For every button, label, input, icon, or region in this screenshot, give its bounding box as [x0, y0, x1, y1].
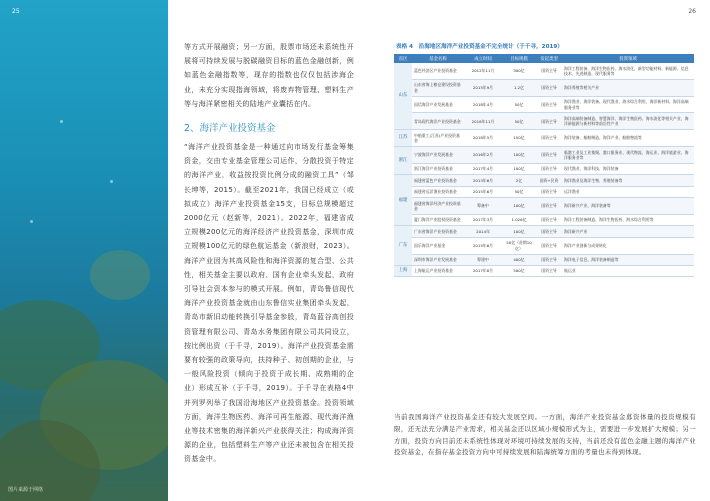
type-cell: 国资主导 — [536, 147, 562, 164]
page-number-left: 25 — [12, 8, 20, 15]
name-cell: 山东省海上粮仓建设投资基金 — [412, 79, 464, 96]
name-cell: 福建省海洋经济产业投资基金 — [412, 198, 464, 215]
header-cell: 发起类型 — [536, 54, 562, 63]
header-cell: 省区 — [394, 54, 412, 63]
type-cell: 国资主导 — [536, 63, 562, 79]
table-body — [394, 63, 694, 277]
province-cell: 广东 — [394, 226, 412, 266]
header-cell: 目标规模 — [502, 54, 536, 63]
type-cell: 国资主导 — [536, 96, 562, 113]
type-cell: 国资主导 — [536, 254, 562, 265]
header-cell: 基金名称 — [412, 54, 464, 63]
field-cell: 海洋工程装备制造、海洋生物医药、海水综合利用等 — [562, 214, 694, 225]
date-cell: 筹建中 — [464, 254, 502, 265]
date-cell: 2018年11月 — [464, 113, 502, 130]
field-cell: 海洋装备、船舶制造、海洋产业、船舶物流等 — [562, 130, 694, 147]
table-row — [394, 96, 694, 113]
name-cell: 广东省海洋产业投资基金 — [412, 226, 464, 237]
name-cell: 浙江海洋产业投资基金 — [412, 163, 464, 174]
name-cell: 蓝色经济区产业投资基金 — [412, 63, 464, 79]
fund-table — [394, 54, 694, 277]
date-cell: 2016年2月 — [464, 147, 502, 164]
table-row — [394, 130, 694, 147]
table-row — [394, 265, 694, 276]
field-cell: 现代渔业、海洋科技、海洋装备 — [562, 163, 694, 174]
size-cell: 2亿 — [502, 175, 536, 186]
size-cell: 50亿（首期10亿） — [502, 237, 536, 254]
underwater-photo — [0, 0, 168, 501]
province-cell: 浙江 — [394, 147, 412, 175]
type-cell: 国资+民资 — [536, 175, 562, 186]
bubble-shape — [30, 220, 33, 223]
name-cell: 宁波海洋产业发展基金 — [412, 147, 464, 164]
type-cell: 国资主导 — [536, 186, 562, 197]
section-heading: 2、海洋产业投资基金 — [184, 123, 276, 135]
type-cell: 国资主导 — [536, 265, 562, 276]
size-cell: 100亿 — [502, 198, 536, 215]
field-cell: 海洋高端装备制造、智慧海洋、海洋生物医药、海水淡化等相关产业，海洋新能源与新材料等前沿性产业 — [562, 113, 694, 130]
table-row — [394, 237, 694, 254]
paragraph-conclusion: 当前我国海洋产业投资基金还有较大发展空间。一方面，海洋产业投资基金募资体量的投资规模有限，还无法充分满足产业需求，相关基金还以区域小规模形式为主，需要进一步发展扩大规模；另一方面，投资方向目前还未系统性体现对环境可持续发展的支持，当前还没有蓝色金融主题的海洋产业投资基金，在指存基金投资方向中可持续发展和陆海统筹方面的考量也未得到体现。 — [394, 413, 696, 457]
field-cell: 海洋渔业、海洋装备、现代渔业、海水综合利用、海洋新材料、海洋高端服务业等 — [562, 96, 694, 113]
type-cell: 国资主导 — [536, 113, 562, 130]
date-cell: 2018年4月 — [464, 96, 502, 113]
name-cell: 厦门海洋产业股权投资基金 — [412, 214, 464, 225]
name-cell: 青岛现代海洋产业投资基金 — [412, 113, 464, 130]
field-cell: 海洋工程装备、海洋生物医药、海水淡化、新型功能材料、新能源、信息技术、先进制造、现代服务等 — [562, 63, 694, 79]
paragraph-investment-fund: “海洋产业投资基金是一种通过向市场发行基金筹集资金，交由专业基金管理公司运作，分散投资于特定的海洋产业，收益按投资比例分成的融资工具”（邹长坤等，2015）。截至2021年，我国已经成立（或拟成立）海洋产业投资基金15支，目标总规模超过2000亿元（赵新等，2021）。2022年，福建省成立规模200亿元的海洋经济产业投资基金，深圳市成立规模100亿元的绿色航运基金（新浪财，2023）。海洋产业因为其高风险性和海洋资源的复合型、公共性，相关基金主要以政府、国有企业牵头发起，政府引导社会资本参与的模式开展。例如，青岛鲁信现代海洋产业投资基金就由山东鲁信实业集团牵头发起，青岛市新旧动能转换引导基金参股，青岛蓝谷高创投资管理有限公司、青岛水务集团有限公司共同设立，按比例出资（于千寻，2019）。海洋产业投资基金需要有较强的政策导向，扶持种子、初创期的企业，与一般风险投资（倾向于投资于成长期、成熟期的企业）形成互补（于千寻，2019）。于千寻在表格4中并列罗列举了我国沿海地区产业投资基金。投资领域方面，海洋生物医药、海洋可再生能源、现代海洋渔业等技术密集的海洋新兴产业获得关注；构成海洋资源的企业，包括塑料生产等产业还未被包含在相关投资基金中。 — [184, 143, 354, 464]
province-cell: 山东 — [394, 63, 412, 130]
date-cell: 2014年 — [464, 226, 502, 237]
table-row — [394, 254, 694, 265]
type-cell: 国资主导 — [536, 130, 562, 147]
left-page-body — [184, 40, 354, 467]
table-row — [394, 63, 694, 79]
size-cell: 300亿 — [502, 63, 536, 79]
type-cell: 国资主导 — [536, 163, 562, 174]
type-cell: 国资主导 — [536, 237, 562, 254]
table-row — [394, 198, 694, 215]
name-cell: 中船重工(江苏)产业投资基金 — [412, 130, 464, 147]
table-row — [394, 113, 694, 130]
date-cell: 2017年4月 — [464, 163, 502, 174]
field-cell: 海洋电子信息、海洋装备制造等 — [562, 254, 694, 265]
size-cell: 400亿 — [502, 254, 536, 265]
table-title: 表格 4 沿海地区海洋产业投资基金不完全统计（于千寻，2019） — [396, 44, 563, 50]
table-row — [394, 186, 694, 197]
table-row — [394, 226, 694, 237]
province-cell: 上海 — [394, 265, 412, 276]
type-cell: 国资主导 — [536, 198, 562, 215]
size-cell: 1.2亿 — [502, 79, 536, 96]
table-row — [394, 147, 694, 164]
date-cell: 2017年8月 — [464, 265, 502, 276]
date-cell: 2012年11月 — [464, 63, 502, 79]
size-cell: 150亿 — [502, 130, 536, 147]
paragraph-stock-market: 等方式开展融资；另一方面，股票市场还未系统性开展将可持续发展与脱碳融资目标的蓝色金融创新，例如蓝色金融指数等，现存的指数也仅仅包括涉海企业，未充分实现指海领域，将废弃物管理、塑料生产等与海洋紧密相关的陆地产业囊括在内。 — [184, 43, 354, 108]
field-cell: 海洋渔业及海洋生物、养殖装备等 — [562, 175, 694, 186]
field-cell: 航运业 — [562, 265, 694, 276]
field-cell: 海洋新兴产业、海洋装备等 — [562, 198, 694, 215]
type-cell: 国资主导 — [536, 226, 562, 237]
date-cell: 2018年5月 — [464, 130, 502, 147]
size-cell: 100亿 — [502, 163, 536, 174]
name-cell: 福建省蓝色产业投资基金 — [412, 175, 464, 186]
table-row — [394, 214, 694, 225]
size-cell: 100亿 — [502, 226, 536, 237]
page-number-right: 26 — [688, 8, 696, 15]
table-header-row — [394, 54, 694, 63]
name-cell: 国信海洋产业发展基金 — [412, 96, 464, 113]
bubble-shape — [60, 120, 63, 123]
field-cell: 临港工业及工业集聚、港口服务业、现代物流、海运业、海洋旅游业、海洋服务业等 — [562, 147, 694, 164]
table-row — [394, 79, 694, 96]
table-row — [394, 175, 694, 186]
size-cell: 50亿 — [502, 96, 536, 113]
size-cell: 500亿 — [502, 265, 536, 276]
header-cell: 成立时间 — [464, 54, 502, 63]
size-cell: 50亿 — [502, 113, 536, 130]
field-cell: 海洋新兴产业 — [562, 226, 694, 237]
name-cell: 上海航运产业投资基金 — [412, 265, 464, 276]
bubble-shape — [110, 180, 113, 183]
size-cell: 100亿 — [502, 147, 536, 164]
type-cell: 国资主导 — [536, 214, 562, 225]
right-page-body — [394, 412, 696, 459]
name-cell: 国乐海洋产业基金 — [412, 237, 464, 254]
province-cell: 江苏 — [394, 130, 412, 147]
date-cell: 2017年3月 — [464, 214, 502, 225]
name-cell: 福建省远洋渔业投资基金 — [412, 186, 464, 197]
field-cell: 海洋养殖等相关产业 — [562, 79, 694, 96]
coral-shape — [90, 250, 150, 300]
date-cell: 2013年6月 — [464, 175, 502, 186]
header-cell: 投资领域 — [562, 54, 694, 63]
date-cell: 2015年6月 — [464, 237, 502, 254]
size-cell: 1.026亿 — [502, 214, 536, 225]
name-cell: 深圳市海洋产业发展基金 — [412, 254, 464, 265]
field-cell: 海洋产业创新与成果转化 — [562, 237, 694, 254]
type-cell: 国资主导 — [536, 79, 562, 96]
photo-caption: 图片来源于网络 — [8, 487, 44, 493]
field-cell: 远洋渔业 — [562, 186, 694, 197]
date-cell: 2015年9月 — [464, 79, 502, 96]
date-cell: 2015年6月 — [464, 186, 502, 197]
size-cell: 50亿 — [502, 186, 536, 197]
province-cell: 福建 — [394, 175, 412, 226]
table-row — [394, 163, 694, 174]
date-cell: 筹备中 — [464, 198, 502, 215]
